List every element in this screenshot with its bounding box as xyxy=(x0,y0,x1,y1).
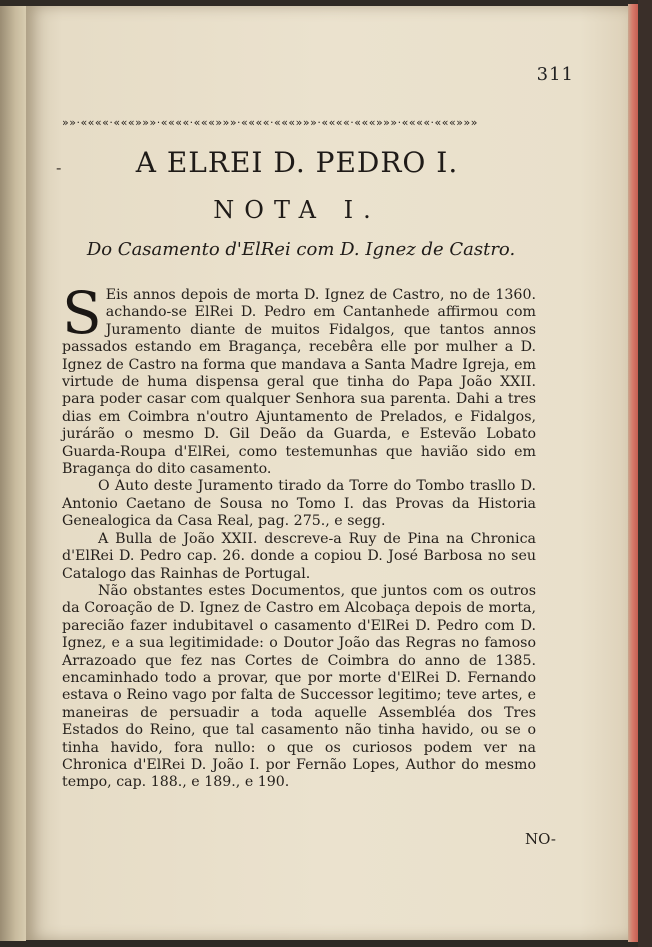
head-ornament: »»·««««·«««»»»·««««·«««»»»·««««·«««»»»·««««·«««»»»·««««·«««»»» xyxy=(62,116,478,129)
paragraph-1-text: Eis annos depois de morta D. Ignez de Castro, no de 1360. achando-se ElRei D. Pedro em Cantanhede affirmou com Juramento diante de muitos Fidalgos, que tantos annos passados estando em Bragança, recebêra elle por mulher a D. Ignez de Castro na forma que mandava a Santa Madre Igreja, em virtude de huma dispensa geral que tinha do Papa João XXII. para poder casar com qualquer Senhora sua parenta. Dahi a tres dias em Coimbra n'outro Ajuntamento de Prelados, e Fidalgos, jurárão o mesmo D. Gil Deão da Guarda, e Estevão Lobato Guarda-Roupa d'ElRei, como testemunhas que havião sido em Bragança do dito casamento. xyxy=(62,287,536,478)
catch-word: NO- xyxy=(524,830,556,848)
paragraph-2: O Auto deste Juramento tirado da Torre do Tombo trasllo D. Antonio Caetano de Sousa no Tomo I. das Provas da Historia Genealogica da Casa Real, pag. 275., e segg. xyxy=(62,478,536,530)
body-text xyxy=(62,279,536,792)
note-title: NOTA I. xyxy=(213,196,381,224)
left-page-edge xyxy=(0,6,26,941)
chapter-heading: A ELREI D. PEDRO I. xyxy=(135,146,459,179)
scan-border xyxy=(638,0,652,947)
heading-dash: - xyxy=(56,158,62,177)
red-page-edge xyxy=(628,4,638,942)
paragraph-4: Não obstantes estes Documentos, que juntos com os outros da Coroação de D. Ignez de Castro em Alcobaça depois de morta, parecião fazer indubitavel o casamento d'ElRei D. Pedro com D. Ignez, e a sua legitimidade: o Doutor João das Regras no famoso Arrazoado que fez nas Cortes de Coimbra do anno de 1385. encaminhado todo a provar, que por morte d'ElRei D. Fernando estava o Reino vago por falta de Successor legitimo; teve artes, e maneiras de persuadir a toda aquelle Assembléa dos Tres Estados do Reino, que tal casamento não tinha havido, ou se o tinha havido, fora nullo: o que os curiosos podem ver na Chronica d'ElRei D. João I. por Fernão Lopes, Author do mesmo tempo, cap. 188., e 189., e 190. xyxy=(62,582,536,791)
page-number: 311 xyxy=(536,64,574,85)
drop-cap: S xyxy=(62,279,102,347)
paragraph-1 xyxy=(62,279,536,478)
note-subtitle: Do Casamento d'ElRei com D. Ignez de Castro. xyxy=(86,239,516,260)
paragraph-3: A Bulla de João XXII. descreve-a Ruy de Pina na Chronica d'ElRei D. Pedro cap. 26. donde a copiou D. José Barbosa no seu Catalogo das Rainhas de Portugal. xyxy=(62,530,536,582)
